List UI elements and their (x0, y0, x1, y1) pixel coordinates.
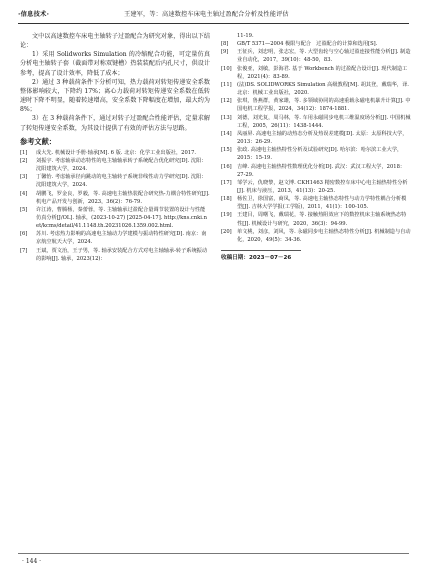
reference-item (221, 114, 411, 130)
reference-item (20, 190, 210, 206)
reference-text: 凤丽屏. 高速电主轴的动热态分析及热误差建模[D]. 太原：太原科技大学，2013：26-29. (237, 130, 408, 146)
reference-item (221, 40, 411, 48)
reference-text: 杨佐卫，徐国富，商凤，等. 高速电主轴热态特性与动力学特性耦合分析模型[J]. 吉林大学学报(工学版)，2011，41(1)：100-105. (237, 196, 407, 211)
conclusion-item-1: 1）采用 Solidworks Simulation 的冷缩配合功能，可定量仿真分析电主轴转子套（截面带对称双键槽）热装装配后内孔尺寸，供设计参考，提高了设计效率，降低了成本； (20, 51, 210, 77)
reference-item (20, 230, 210, 246)
reference-text: 吉峰. 高速电主轴热特性数理优化分析[D]. 武汉：武汉工程大学，2018：27-29. (237, 163, 406, 178)
reference-number: [9] (221, 49, 229, 56)
reference-number: [2] (20, 157, 28, 164)
reference-text: 张政. 高速电主轴热特性分析及试验研究[D]. 哈尔滨：哈尔滨工业大学，2015：15-19. (237, 147, 403, 162)
journal-section-label: ·信息技术· (18, 11, 50, 18)
reference-text: 成大先. 机械设计手册·轴承[M]. 6 版. 北京：化学工业出版社，2017. (36, 149, 197, 156)
reference-text: 张俊亚，刘敏，彭海君. 基于 Workbench 的过盈配合设计[J]. 现代制造工程，2021(4)：83-89. (237, 65, 408, 80)
reference-item (20, 206, 210, 230)
reference-number: [14] (221, 130, 232, 137)
reference-number: [12] (221, 98, 232, 105)
reference-item (20, 149, 210, 157)
reference-text: 刘振宇. 考虑轴承动态特性的电主轴轴承转子系统配合优化研究[D]. 沈阳：沈阳建筑大学，2024. (36, 157, 207, 173)
reference-text: 王建目，周曙飞，戴瑞花，等. 接触热阻效应下的数控机床主轴系统热态特性[J]. 机械设计与研究，2020，36(3)：94-99. (237, 212, 407, 227)
page-number: · 144 · (22, 558, 42, 565)
reference-item (20, 157, 210, 173)
reference-number: [13] (221, 114, 232, 121)
reference-number: [16] (221, 163, 232, 170)
right-column (221, 32, 411, 262)
reference-number: [6] (20, 231, 28, 238)
reference-text: 王征兵，刘忠明，张志宏，等. 大型齿轮与空心轴过盈连接性能分析[J]. 制造业自动化，2017，39(10)：48-50，83. (237, 49, 411, 64)
received-date-rule (221, 250, 301, 251)
reference-text: 邹学云，仇晓黎，赵文博. CKH1463 精密数控车床中心电主轴热特性分析[J]. 机床与液压，2013，41(13)：20-25. (237, 179, 408, 194)
reference-number: [3] (20, 174, 28, 181)
reference-number: [18] (221, 196, 232, 203)
reference-number: [10] (221, 65, 232, 72)
running-title: 王建军，等：高速数控车床电主轴过盈配合分析及性能评估 (124, 11, 289, 18)
reference-text: 单文桃，刘彦，刘风，等. 永磁同步电主轴热态特性分析[J]. 机械制造与自动化，2020，49(5)：34-36. (237, 228, 411, 243)
reference-text: 苏川. 考虑热力影响的高速电主轴动力学建模与振动特性研究[D]. 南京：南京航空航天大学，2024. (36, 231, 207, 246)
reference-text: 胡鹏飞，罗金良，罗毅，等. 高速电主轴热装配合研究热-力耦合特性研究[J]. 机电产品开发与创新，2023，36(2)：76-79. (36, 190, 210, 205)
footer-rule (18, 553, 409, 554)
reference-number: [17] (221, 179, 232, 186)
reference-number: [19] (221, 212, 232, 219)
reference-item (221, 97, 411, 113)
reference-item (221, 195, 411, 211)
received-date: 收稿日期：2023－07－26 (221, 255, 292, 262)
reference-number: [5] (20, 206, 28, 213)
reference-text: (法)DS. SOLIDWORKS Simulation 高级教程[M]. 胡其登，戴瑞华，译. 北京：机械工业出版社，2020. (237, 81, 409, 97)
reference-number: [11] (221, 81, 232, 88)
reference-item (221, 146, 411, 162)
reference-item (221, 163, 411, 179)
reference-text: 刘德，刘光复，周马林，等. 车用永磁同步电机三维温度场分析[J]. 中国机械工程，2005，26(11)：1438-1444. (237, 114, 411, 129)
reference-number: [4] (20, 190, 28, 197)
reference-text: GB/T 5371—2004 极限与配合 过盈配合的计算和选用[S]. (237, 41, 378, 48)
conclusion-intro: 文中以高速数控车床电主轴转子过盈配合为研究对象，得出以下结论： (20, 33, 210, 50)
reference-continuation: 11-19. (237, 33, 254, 39)
reference-number: [15] (221, 147, 232, 154)
header-rule (18, 23, 409, 24)
references-heading: 参考文献： (20, 136, 56, 146)
conclusion-item-2: 2）通过 3 种载荷条件下分析可知，热力载荷对转矩传递安全系数整体影响较大，下降约 17%；离心力载荷对转矩传递安全系数在低转速时下降不明显，随着转速增高，安全系数下降幅度在增加，最大约为 8%； (20, 78, 210, 114)
reference-item (221, 130, 411, 146)
left-column (20, 32, 210, 263)
reference-item (221, 228, 411, 244)
reference-number: [7] (20, 247, 28, 254)
reference-number: [8] (221, 41, 229, 48)
reference-number: [1] (20, 149, 28, 156)
reference-item (221, 211, 411, 227)
reference-item (20, 247, 210, 263)
reference-text: 许江涛，曹腾杨，秦蕾蓉，等. 主轴轴承过盈配合量调节装置的设计与性能仿真分析[J/OL]. 轴承，(2023-10-27) [2025-04-17]. http://kns.cnki.net/kcms/detail/41.1148.th.20231026.1359.002.html. (36, 206, 207, 230)
reference-text: 张琪，鲁燕群，黄家雄，等. 多领域协同的高速重载永磁电机暴升计算[J]. 中国电机工程学报，2024，34(12)：1874-1881. (237, 98, 411, 113)
reference-item (221, 179, 411, 195)
reference-item (20, 173, 210, 189)
reference-item (221, 65, 411, 81)
reference-item (221, 81, 411, 97)
reference-item (221, 48, 411, 64)
reference-text: 王斌，贾文治，王子男，等. 轴承安装配合方式对电主轴轴承-转子系统振动的影响[J]. 轴承，2023(12)： (36, 247, 208, 262)
reference-number: [20] (221, 228, 232, 235)
reference-text: 丁馨怡. 考虑轴承径向跳动的电主轴转子系统非线性动力学研究[D]. 沈阳：沈阳建筑大学，2024. (36, 174, 207, 189)
running-header (18, 8, 409, 22)
conclusion-item-3: 3）在 3 种载荷条件下，通过对转子过盈配合性能评估，定量求解了转矩传递安全系数，为其设计提供了有效的评估方法与思路。 (20, 115, 210, 132)
